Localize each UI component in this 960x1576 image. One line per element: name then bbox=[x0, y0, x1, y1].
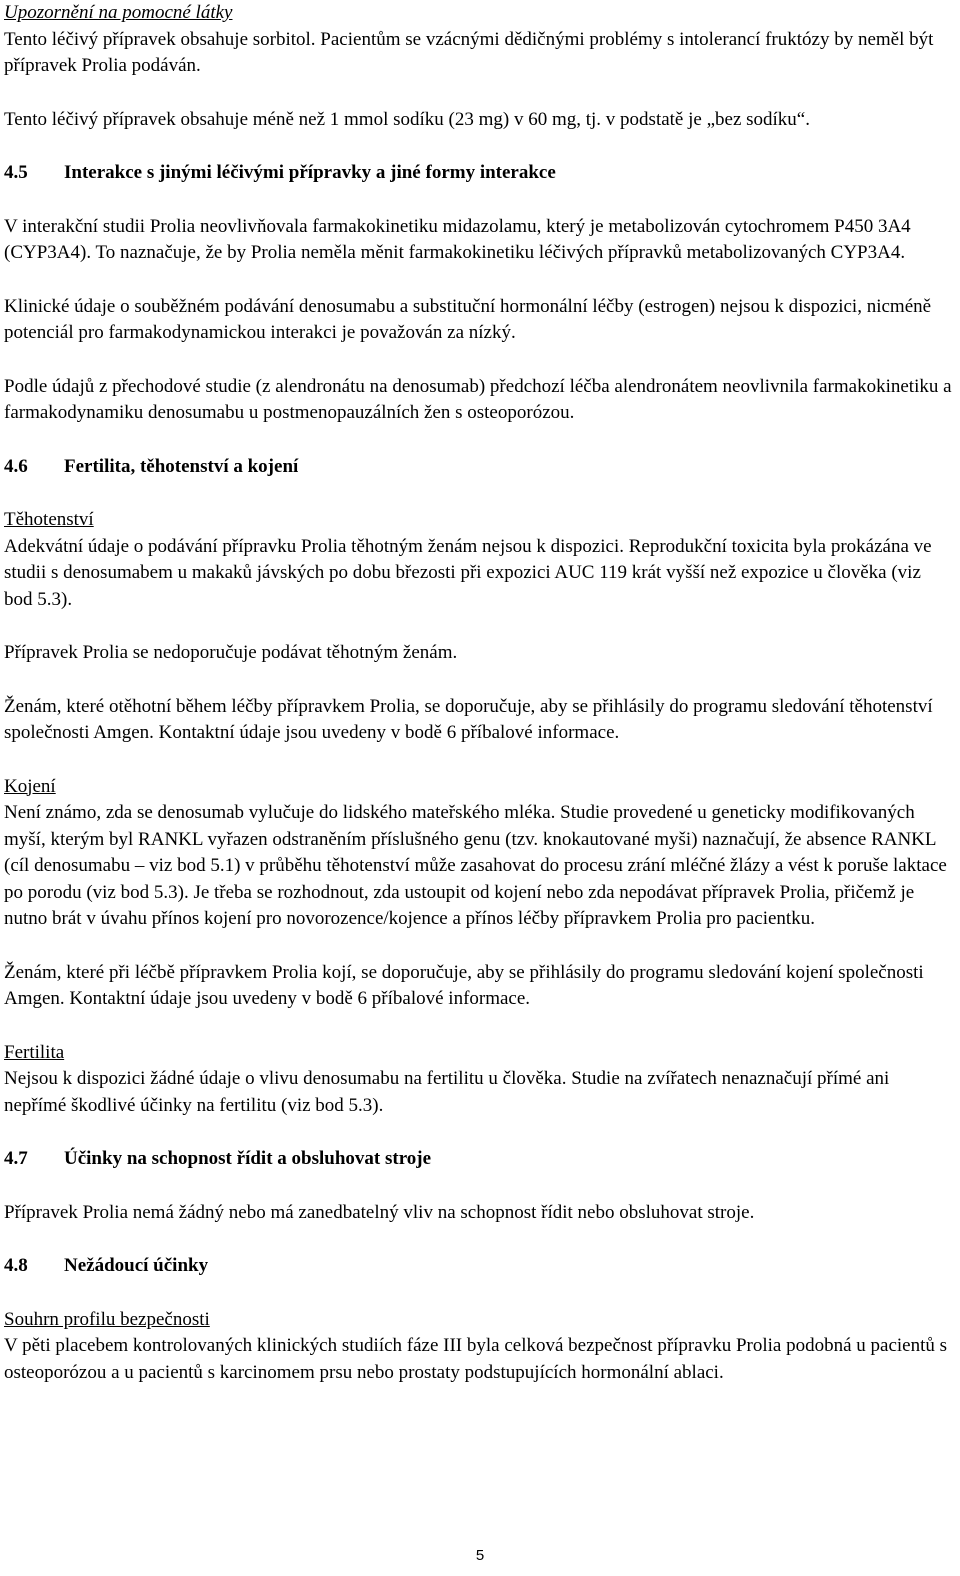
interaction-study-paragraph: V interakční studii Prolia neovlivňovala farmakokinetiku midazolamu, který je metabolizován cytochromem P450 3A4 (CYP3A4). To naznačuje, že by Prolia neměla měnit farmakokinetiku léčivých přípravků metabolizovaných CYP3A4. bbox=[4, 215, 911, 263]
section-4-8-heading bbox=[4, 1253, 954, 1280]
excipients-subheading: Upozornění na pomocné látky bbox=[4, 2, 233, 23]
fertility-paragraph: Nejsou k dispozici žádné údaje o vlivu denosumabu na fertilitu u člověka. Studie na zvířatech nenaznačují přímé ani nepřímé škodlivé účinky na fertilitu (viz bod 5.3). bbox=[4, 1068, 890, 1116]
sorbitol-paragraph: Tento léčivý přípravek obsahuje sorbitol. Pacientům se vzácnými dědičnými problémy s intolerancí fruktózy by neměl být přípravek Prolia podáván. bbox=[4, 28, 934, 76]
driving-paragraph: Přípravek Prolia nemá žádný nebo má zanedbatelný vliv na schopnost řídit nebo obsluhovat stroje. bbox=[4, 1201, 755, 1223]
section-4-5-number: 4.5 bbox=[4, 162, 28, 183]
safety-profile-subheading: Souhrn profilu bezpečnosti bbox=[4, 1308, 210, 1330]
fertility-subheading: Fertilita bbox=[4, 1041, 65, 1063]
hormonal-therapy-paragraph: Klinické údaje o souběžném podávání denosumabu a substituční hormonální léčby (estrogen) nejsou k dispozici, nicméně potenciál pro farmakodynamickou interakci je považován za nízký. bbox=[4, 295, 932, 343]
breastfeeding-paragraph-1: Není známo, zda se denosumab vylučuje do lidského mateřského mléka. Studie provedené u geneticky modifikovaných myší, kterým byl RANKL vyřazen odstraněním příslušného genu (tzv. knokautované myši) naznačují, že absence RANKL (cíl denosumabu – viz bod 5.1) v průběhu těhotenství může zasahovat do procesu zrání mléčné žlázy a vést k poruše laktace po porodu (viz bod 5.3). Je třeba se rozhodnout, zda ustoupit od kojení nebo zda nepodávat přípravek Prolia, přičemž je nutno brát v úvahu přínos kojení pro novorozence/kojence a přínos léčby přípravkem Prolia pro pacientku. bbox=[4, 802, 947, 929]
document-page bbox=[4, 0, 954, 1386]
section-4-8-title: Nežádoucí účinky bbox=[64, 1255, 209, 1276]
section-4-5-title: Interakce s jinými léčivými přípravky a jiné formy interakce bbox=[64, 162, 556, 183]
pregnancy-subheading: Těhotenství bbox=[4, 509, 94, 530]
pregnancy-paragraph-1: Adekvátní údaje o podávání přípravku Prolia těhotným ženám nejsou k dispozici. Reprodukční toxicita byla prokázána ve studii s denosumabem u makaků jávských po dobu březosti při expozici AUC 119 krát vyšší než expozice u člověka (viz bod 5.3). bbox=[4, 535, 932, 610]
section-4-7-title: Účinky na schopnost řídit a obsluhovat stroje bbox=[64, 1148, 432, 1169]
section-4-7-heading bbox=[4, 1146, 954, 1173]
section-4-8-number: 4.8 bbox=[4, 1255, 28, 1276]
section-4-6-title: Fertilita, těhotenství a kojení bbox=[64, 455, 299, 477]
section-4-6-heading bbox=[4, 454, 954, 481]
section-4-7-number: 4.7 bbox=[4, 1148, 28, 1169]
section-4-5-heading bbox=[4, 160, 954, 187]
alendronate-paragraph: Podle údajů z přechodové studie (z alendronátu na denosumab) předchozí léčba alendronátem neovlivnila farmakokinetiku a farmakodynamiku denosumabu u postmenopauzálních žen s osteoporózou. bbox=[4, 375, 952, 423]
breastfeeding-subheading: Kojení bbox=[4, 775, 56, 797]
sodium-paragraph: Tento léčivý přípravek obsahuje méně než 1 mmol sodíku (23 mg) v 60 mg, tj. v podstatě je „bez sodíku“. bbox=[4, 108, 810, 130]
breastfeeding-paragraph-2: Ženám, které při léčbě přípravkem Prolia kojí, se doporučuje, aby se přihlásily do programu sledování kojení společnosti Amgen. Kontaktní údaje jsou uvedeny v bodě 6 příbalové informace. bbox=[4, 961, 924, 1009]
pregnancy-paragraph-2: Přípravek Prolia se nedoporučuje podávat těhotným ženám. bbox=[4, 642, 458, 663]
page-number: 5 bbox=[475, 1547, 485, 1564]
safety-profile-paragraph: V pěti placebem kontrolovaných klinických studiích fáze III byla celková bezpečnost přípravku Prolia podobná u pacientů s osteoporózou a u pacientů s karcinomem prsu nebo prostaty podstupujících hormonální ablaci. bbox=[4, 1335, 948, 1383]
pregnancy-paragraph-3: Ženám, které otěhotní během léčby přípravkem Prolia, se doporučuje, aby se přihlásily do programu sledování těhotenství společnosti Amgen. Kontaktní údaje jsou uvedeny v bodě 6 příbalové informace. bbox=[4, 695, 933, 743]
section-4-6-number: 4.6 bbox=[4, 455, 28, 477]
